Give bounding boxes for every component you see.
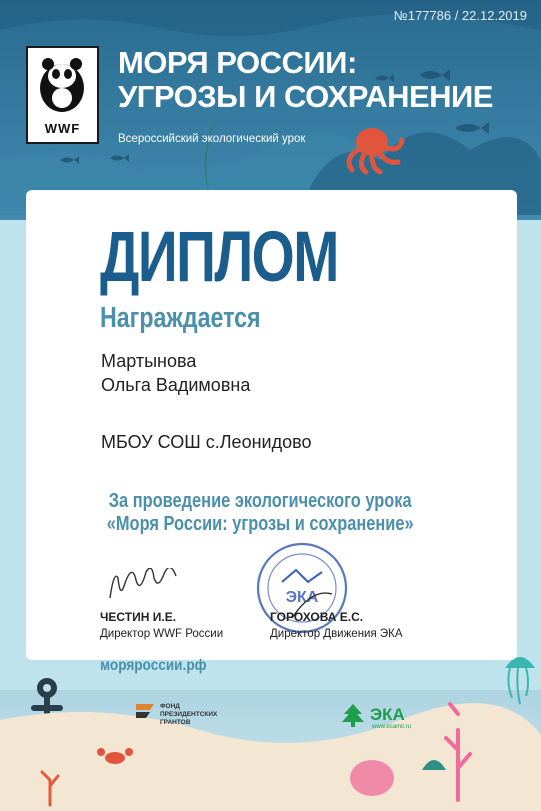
recipient-given-names: Ольга Вадимовна: [101, 375, 251, 395]
wwf-logo-text: WWF: [44, 121, 81, 136]
event-title-line1: МОРЯ РОССИИ:: [118, 45, 357, 80]
signer-wwf: [100, 609, 223, 643]
document-number: №177786 / 22.12.2019: [393, 8, 527, 23]
school-name: МБОУ СОШ с.Леонидово: [101, 432, 312, 452]
wwf-logo: [26, 46, 99, 144]
recipient-surname: Мартынова: [101, 351, 197, 371]
panda-icon: [34, 54, 91, 116]
signer-eka-name: ГОРОХОВА Е.С.: [270, 610, 364, 624]
recipient-name: [101, 349, 250, 397]
signer-wwf-name: ЧЕСТИН И.Е.: [100, 610, 177, 624]
website-link[interactable]: моряроссии.рф: [100, 657, 207, 674]
awarded-label: Награждается: [100, 302, 261, 334]
award-reason: [88, 490, 432, 536]
signer-eka-role: Директор Движения ЭКА: [270, 628, 403, 640]
stamp-label: ЭКА: [285, 589, 319, 606]
diploma-heading: ДИПЛОМ: [100, 218, 338, 297]
eka-logo-label: ЭКА: [370, 705, 405, 724]
eka-tree-icon: [340, 702, 366, 728]
presidential-grants-fund-logo: [134, 700, 158, 722]
event-title-line2: УГРОЗЫ И СОХРАНЕНИЕ: [118, 79, 493, 114]
presidential-grants-fund-text: ФОНД ПРЕЗИДЕНТСКИХ ГРАНТОВ: [160, 703, 218, 726]
award-reason-line2: «Моря России: угрозы и сохранение»: [106, 513, 414, 535]
signature-chestin: [104, 568, 184, 608]
urchin-icon: [350, 760, 394, 796]
eka-url[interactable]: www.ecamir.ru: [372, 724, 412, 730]
event-title: [118, 46, 493, 114]
signer-eka: [270, 609, 403, 643]
signer-wwf-role: Директор WWF России: [100, 628, 224, 640]
award-reason-line1: За проведение экологического урока: [108, 490, 412, 512]
event-subtitle: Всероссийский экологический урок: [118, 133, 306, 145]
